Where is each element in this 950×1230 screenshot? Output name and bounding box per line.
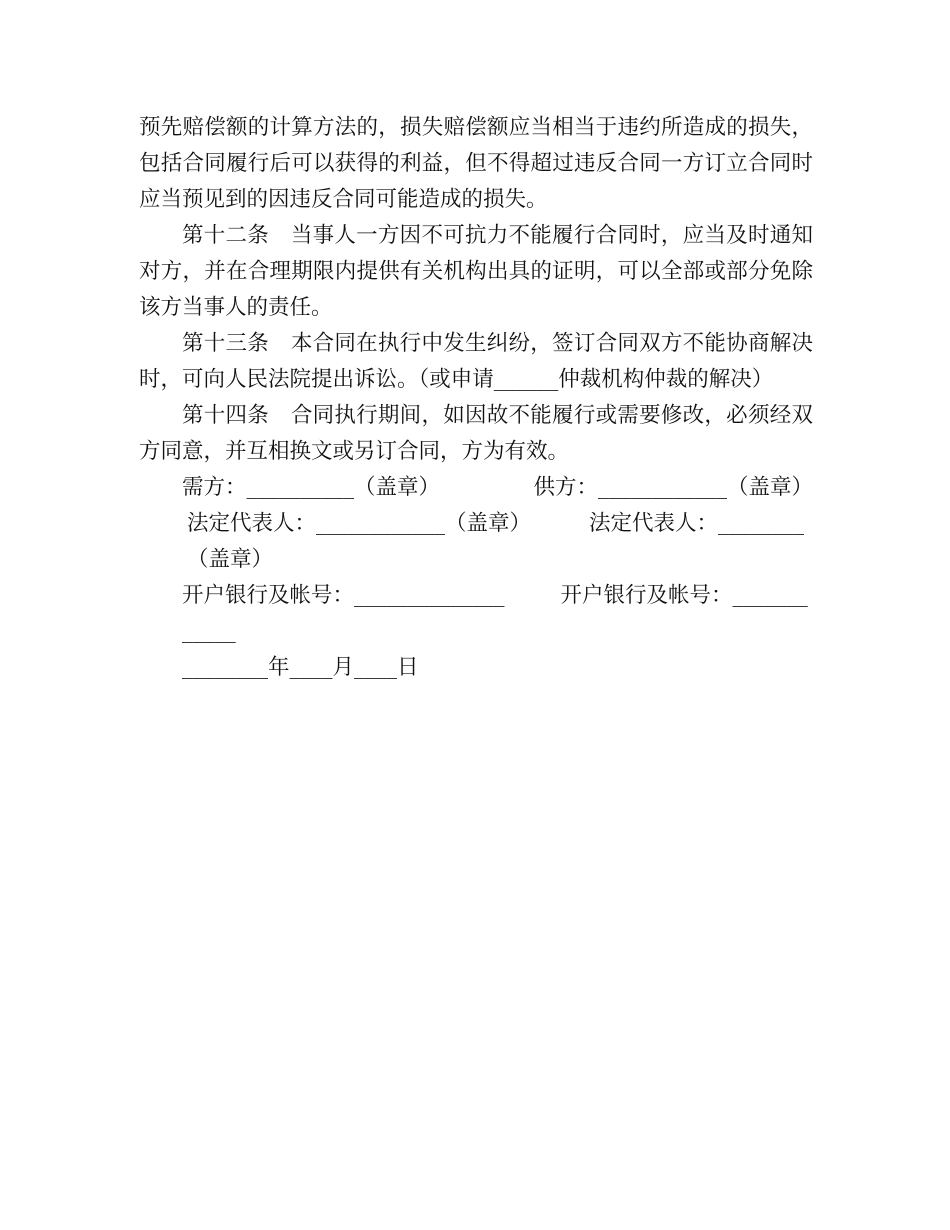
signature-parties-line — [139, 470, 813, 506]
signing-date: ________年____月____日 — [182, 655, 419, 680]
buyer-legal-representative: 法定代表人：____________（盖章） — [187, 511, 532, 536]
paragraph-article-12: 第十二条 当事人一方因不可抗力不能履行合同时，应当及时通知对方，并在合理期限内提供有关机构出具的证明，可以全部或部分免除该方当事人的责任。 — [139, 223, 813, 320]
supplier-signature: 供方：____________（盖章） — [533, 475, 813, 500]
paragraph-damages-continued: 预先赔偿额的计算方法的，损失赔偿额应当相当于违约所造成的损失，包括合同履行后可以获得的利益，但不得超过违反合同一方订立合同时应当预见到的因违反合同可能造成的损失。 — [139, 115, 813, 212]
contract-body — [139, 110, 813, 686]
paragraph-article-14: 第十四条 合同执行期间，如因故不能履行或需要修改，必须经双方同意，并互相换文或另订合同，方为有效。 — [139, 403, 813, 464]
buyer-bank-account: 开户银行及帐号：______________ — [182, 583, 505, 608]
supplier-bank-account: 开户银行及帐号：____________ — [182, 583, 808, 644]
legal-representative-line — [139, 506, 813, 578]
supplier-legal-representative: 法定代表人：________（盖章） — [187, 511, 805, 572]
buyer-signature: 需方：__________（盖章） — [182, 475, 441, 500]
paragraph-article-13: 第十三条 本合同在执行中发生纠纷，签订合同双方不能协商解决时，可向人民法院提出诉讼。（或申请______仲裁机构仲裁的解决） — [139, 331, 813, 392]
bank-account-line — [139, 578, 813, 650]
